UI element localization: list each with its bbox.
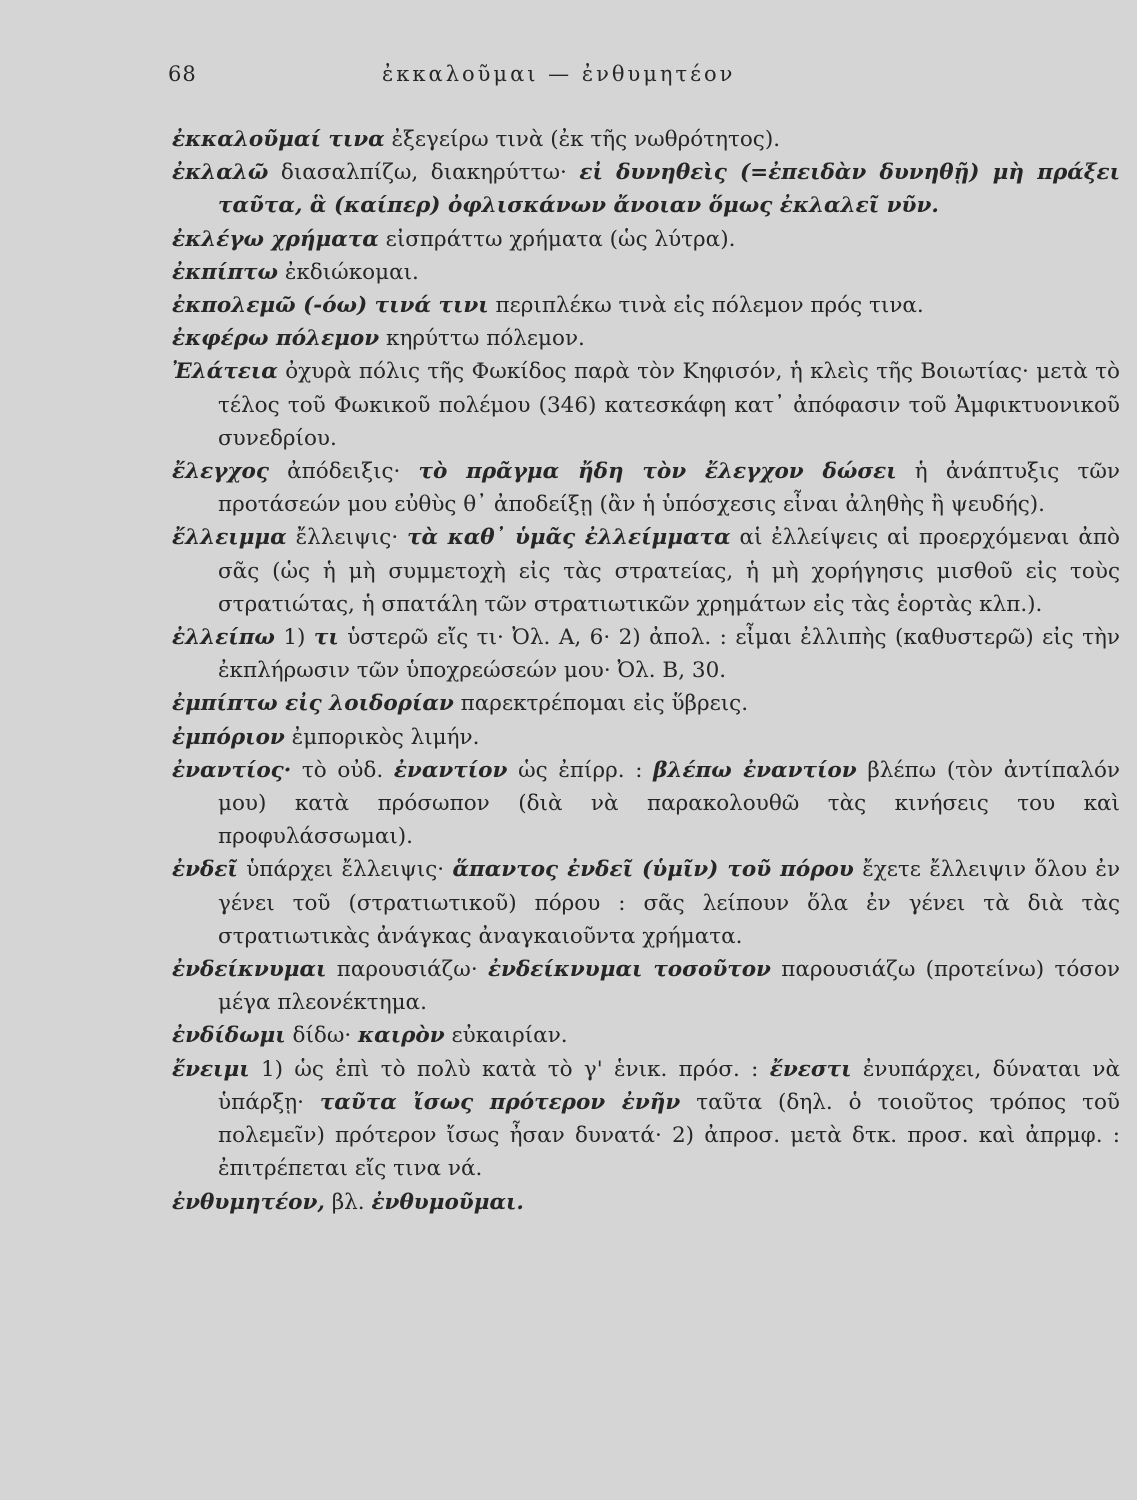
entry-headword: Ἐλάτεια: [172, 359, 278, 385]
entry-headword: ἐνδίδωμι: [172, 1023, 286, 1049]
entry-example: ἔνεστι: [769, 1056, 852, 1082]
entry-headword: ἐνδεῖ: [172, 857, 238, 883]
entry-text: ἡ ἀνάπτυξις τῶν προτάσεών μου εὐθὺς θ᾽ ἀποδείξῃ (ἂν ἡ ὑπόσχεσις εἶναι ἀληθὴς ἢ ψευδής).: [218, 459, 1120, 518]
entry-text: ὑστερῶ εἴς τι· Ὀλ. Α, 6· 2) ἀπολ. : εἶμαι ἐλλιπὴς (καθυστερῶ) εἰς τὴν ἐκπλήρωσιν τῶν ὑποχρεώσεών μου· Ὀλ. Β, 30.: [218, 625, 1120, 684]
entry-headword: ἐκλέγω χρήματα: [172, 226, 379, 252]
entry-example: ἐνθυμοῦμαι.: [371, 1189, 524, 1215]
entry-text: αἱ ἐλλείψεις αἱ προερχόμεναι ἀπὸ σᾶς (ὡς ἡ μὴ συμμετοχὴ εἰς τὰς στρατείας, ἡ μὴ χορήγησις μισθοῦ εἰς τοὺς στρατιώτας, ἡ σπατάλη τῶν στρατιωτικῶν χρημάτων εἰς τὰς ἑορτὰς κλπ.).: [218, 525, 1120, 617]
entry-text: ταῦτα (δηλ. ὁ τοιοῦτος τρόπος τοῦ πολεμεῖν) πρότερον ἴσως ἦσαν δυνατά· 2) ἀπροσ. μετὰ δτκ. προσ. καὶ ἀπρμφ. : ἐπιτρέπεται εἴς τινα νά.: [218, 1089, 1120, 1182]
entry-text: 1): [274, 625, 314, 651]
dictionary-entry: [172, 156, 1120, 222]
entry-text: περιπλέκω τινὰ εἰς πόλεμον πρός τινα.: [488, 293, 924, 319]
entry-text: παρουσιάζω·: [326, 957, 488, 983]
entry-headword: ἐκπίπτω: [172, 259, 278, 285]
dictionary-entry: [172, 754, 1120, 854]
entry-text: ὀχυρὰ πόλις τῆς Φωκίδος παρὰ τὸν Κηφισόν, ἡ κλεὶς τῆς Βοιωτίας· μετὰ τὸ τέλος τοῦ Φωκικοῦ πολέμου (346) κατεσκάφη κατ᾽ ἀπόφασιν τοῦ Ἀμφικτυονικοῦ συνεδρίου.: [218, 359, 1120, 451]
entry-example: ἅπαντος ἐνδεῖ (ὑμῖν) τοῦ πόρου: [452, 857, 854, 883]
entry-headword: ἐνθυμητέον,: [172, 1189, 325, 1215]
dictionary-entry: [172, 1019, 1120, 1052]
entry-text: ὑπάρχει ἔλλειψις·: [237, 857, 453, 883]
entry-headword: ἐνδείκνυμαι: [172, 957, 327, 983]
entry-example: τὰ καθ᾽ ὑμᾶς ἐλλείμματα: [407, 525, 731, 551]
entry-text: 1) ὡς ἐπὶ τὸ πολὺ κατὰ τὸ γ' ἑνικ. πρόσ. :: [249, 1056, 770, 1082]
dictionary-entry: [172, 455, 1120, 521]
entry-text: ὡς ἐπίρρ. :: [507, 757, 654, 783]
page-number: 68: [168, 62, 197, 86]
entry-example: ταῦτα ἴσως πρότερον ἐνῆν: [319, 1089, 681, 1115]
entry-text: παρεκτρέπομαι εἰς ὕβρεις.: [453, 691, 749, 717]
entry-text: ἐμπορικὸς λιμήν.: [284, 724, 480, 750]
entry-headword: ἐμπίπτω εἰς λοιδορίαν: [172, 691, 454, 717]
entry-headword: ἐκλαλῶ: [172, 160, 269, 186]
dictionary-entries: [172, 123, 1120, 1219]
dictionary-entry: [172, 621, 1120, 687]
dictionary-entry: [172, 322, 1120, 355]
entry-text: δίδω·: [285, 1023, 359, 1049]
entry-headword: ἐκφέρω πόλεμον: [172, 326, 380, 352]
dictionary-entry: [172, 521, 1120, 621]
page-header: [168, 62, 988, 92]
entry-example: ἐναντίον: [393, 757, 508, 783]
entry-example: εἰ δυνηθεὶς (=ἐπειδὰν δυνηθῇ) μὴ πράξει ταῦτα, ἃ (καίπερ) ὀφλισκάνων ἄνοιαν ὅμως ἐκλαλεῖ νῦν.: [218, 160, 1120, 219]
dictionary-entry: [172, 355, 1120, 455]
entry-example: τὸ πρᾶγμα ἤδη τὸν ἔλεγχον δώσει: [418, 459, 897, 485]
entry-text: βλέπω (τὸν ἀντίπαλόν μου) κατὰ πρόσωπον (διὰ νὰ παρακολουθῶ τὰς κινήσεις του καὶ προφυλάσσωμαι).: [218, 757, 1120, 850]
entry-headword: ἐναντίος·: [172, 757, 292, 783]
entry-text: ἐνυπάρχει, δύναται νὰ ὑπάρξῃ·: [218, 1056, 1120, 1115]
entry-headword: ἐλλείπω: [172, 625, 275, 651]
running-head: ἐκκαλοῦμαι — ἐνθυμητέον: [382, 62, 736, 86]
dictionary-entry: [172, 256, 1120, 289]
entry-text: ἀπόδειξις·: [268, 459, 419, 485]
entry-example: ἐνδείκνυμαι τοσοῦτον: [487, 957, 771, 983]
entry-text: βλ.: [324, 1189, 372, 1215]
entry-text: διασαλπίζω, διακηρύττω·: [268, 160, 580, 186]
entry-text: ἐκδιώκομαι.: [278, 259, 419, 285]
entry-text: ἐξεγείρω τινὰ (ἐκ τῆς νωθρότητος).: [384, 127, 781, 152]
entry-example: τι: [313, 625, 339, 651]
entry-headword: ἔνειμι: [172, 1056, 250, 1082]
dictionary-entry: [172, 721, 1120, 754]
entry-headword: ἐκπολεμῶ (-όω) τινά τινι: [172, 293, 489, 319]
entry-text: ἔλλειψις·: [286, 525, 408, 551]
dictionary-entry: [172, 223, 1120, 256]
entry-headword: ἔλλειμμα: [172, 525, 287, 551]
dictionary-entry: [172, 1053, 1120, 1186]
dictionary-entry: [172, 953, 1120, 1019]
entry-text: εὐκαιρίαν.: [444, 1023, 568, 1049]
entry-example: καιρὸν: [358, 1023, 445, 1049]
entry-text: κηρύττω πόλεμον.: [379, 326, 585, 352]
entry-headword: ἐμπόριον: [172, 724, 285, 750]
dictionary-entry: [172, 123, 1120, 156]
entry-example: βλέπω ἐναντίον: [653, 757, 857, 783]
entry-text: παρουσιάζω (προτείνω) τόσον μέγα πλεονέκτημα.: [218, 957, 1120, 1016]
dictionary-entry: [172, 687, 1120, 720]
entry-text: τὸ οὐδ.: [291, 757, 394, 783]
entry-text: εἰσπράττω χρήματα (ὡς λύτρα).: [378, 226, 736, 252]
dictionary-entry: [172, 853, 1120, 953]
dictionary-entry: [172, 1186, 1120, 1219]
entry-headword: ἔλεγχος: [172, 459, 269, 485]
entry-text: ἔχετε ἔλλειψιν ὅλου ἐν γένει τοῦ (στρατιωτικοῦ) πόρου : σᾶς λείπουν ὅλα ἐν γένει τὰ διὰ τὰς στρατιωτικὰς ἀνάγκας ἀναγκαιοῦντα χρήματα.: [218, 857, 1121, 949]
dictionary-entry: [172, 289, 1120, 322]
entry-headword: ἐκκαλοῦμαί τινα: [172, 127, 385, 152]
